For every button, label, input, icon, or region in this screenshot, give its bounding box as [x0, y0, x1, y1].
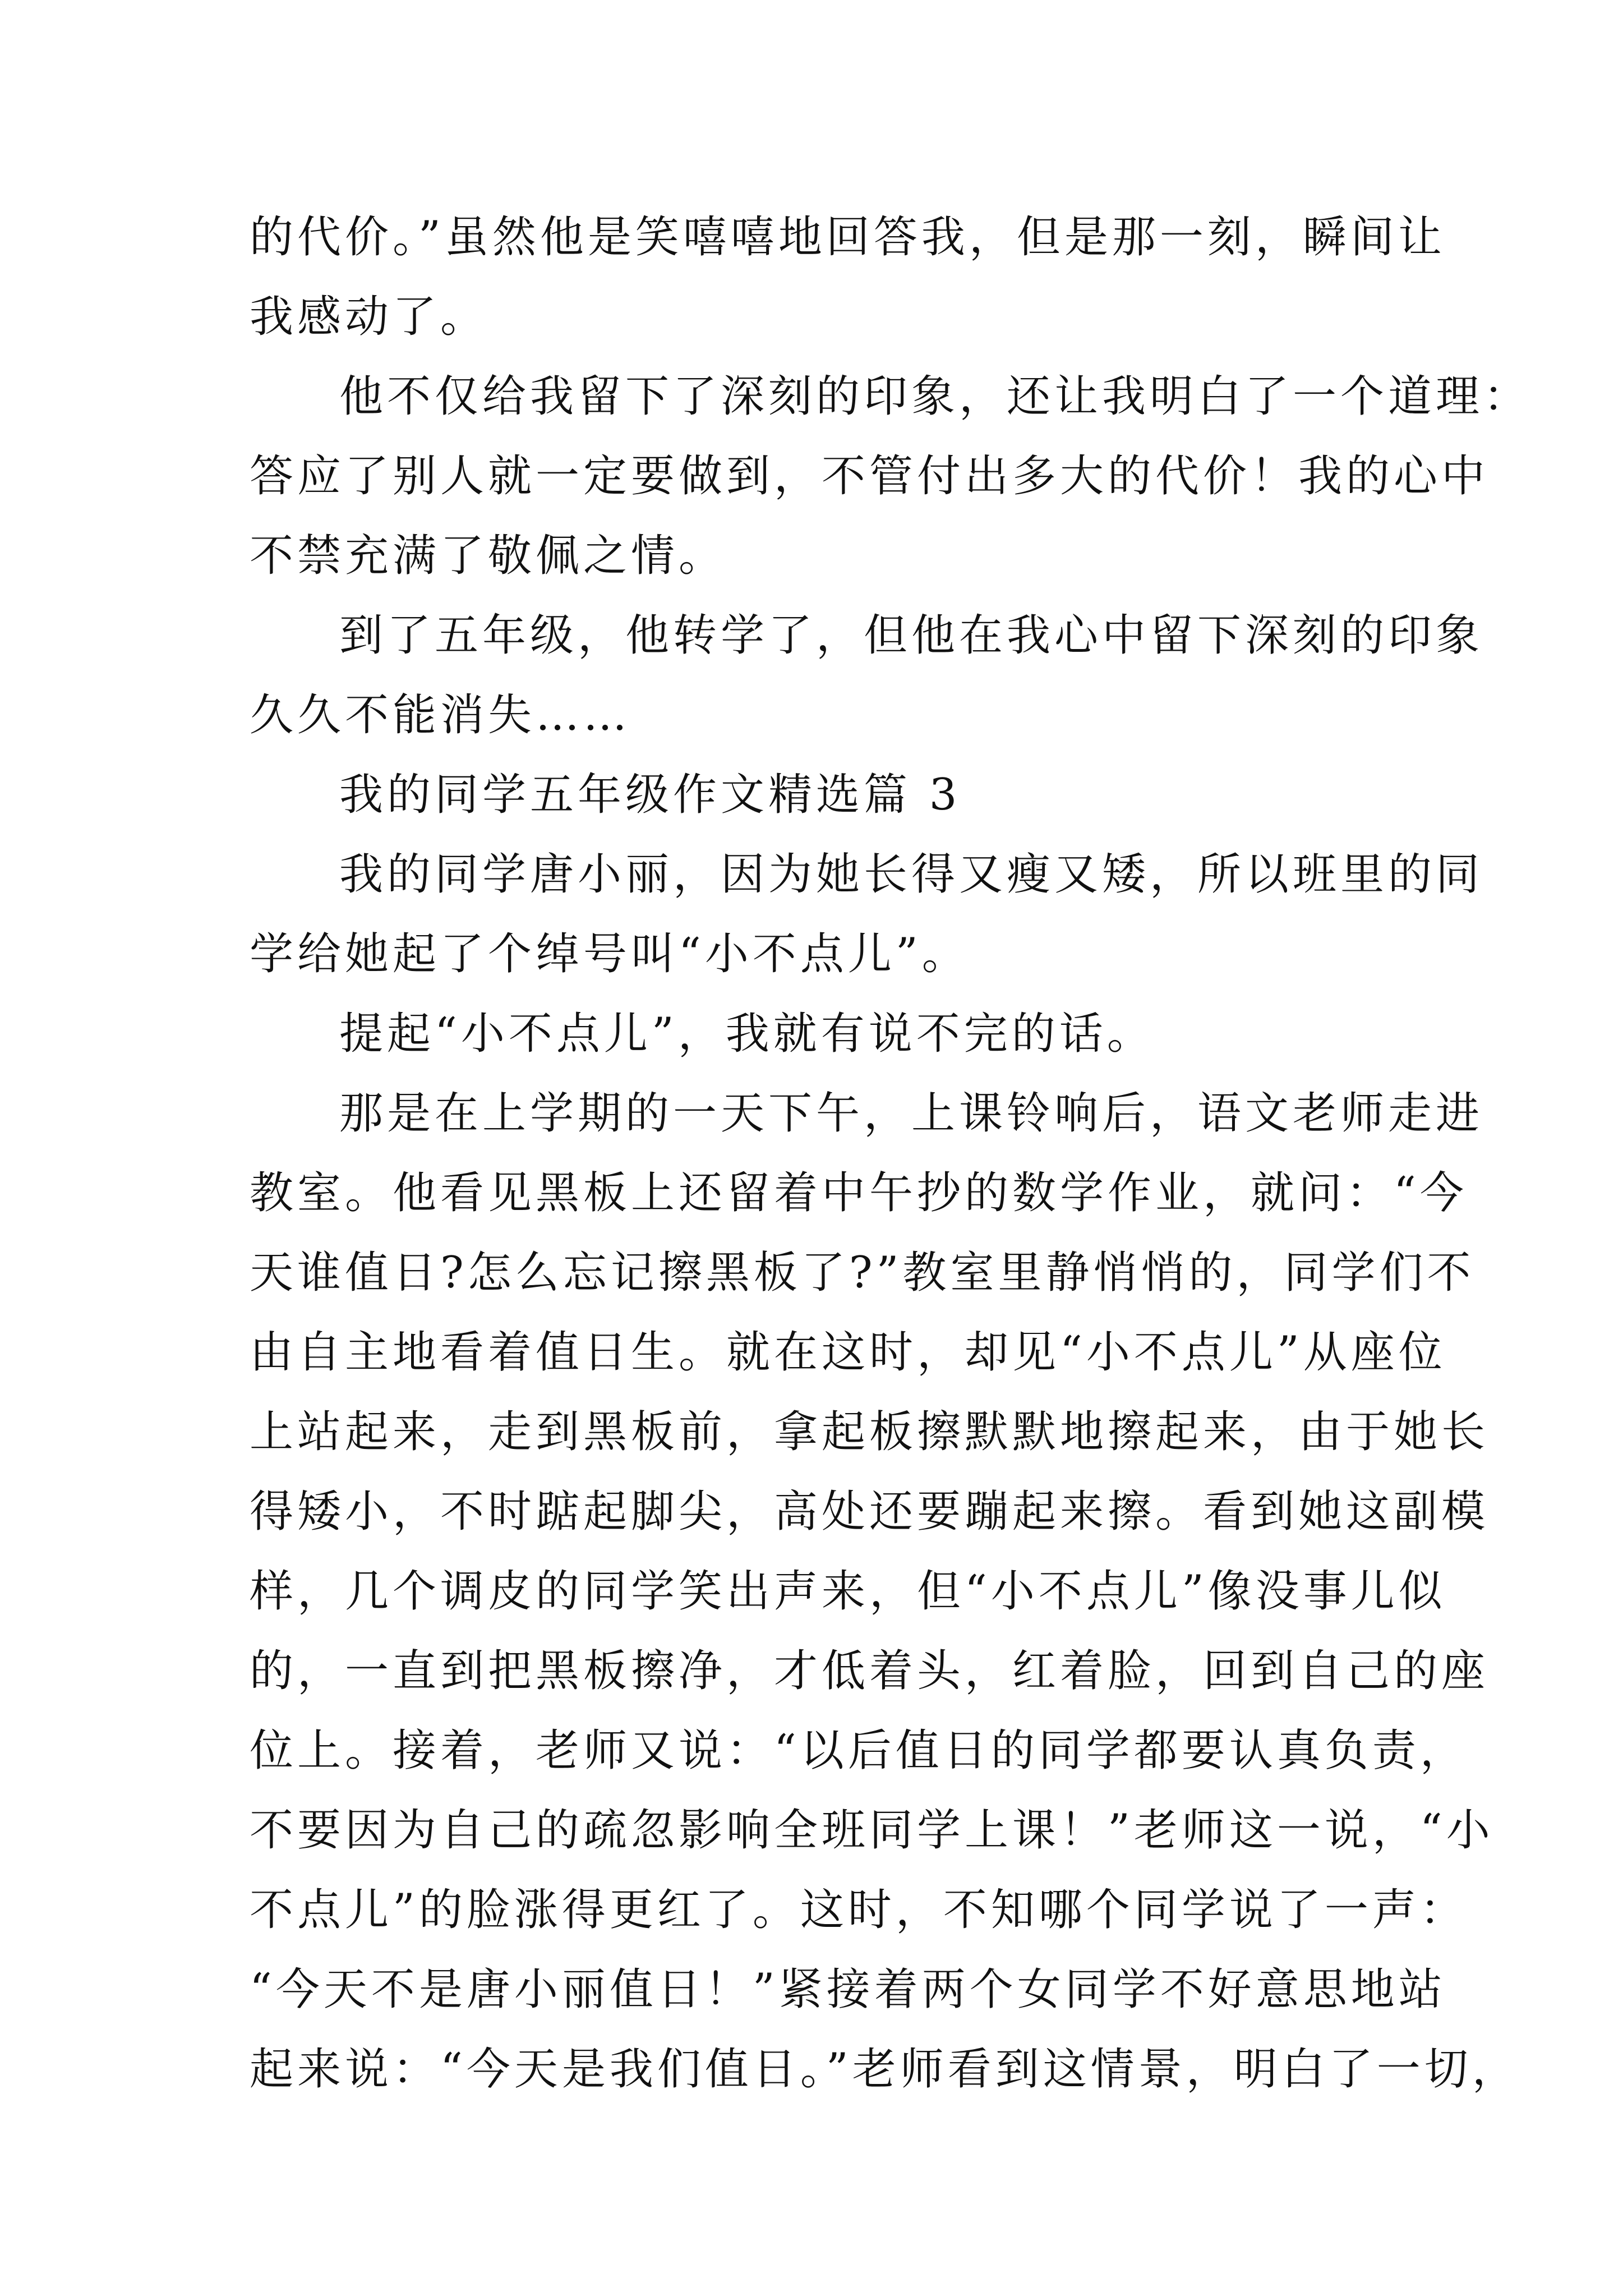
text-line: 到了五年级，他转学了，但他在我心中留下深刻的印象	[339, 610, 1484, 661]
text-line: 样，几个调皮的同学笑出声来，但“小不点儿”像没事儿似	[250, 1566, 1446, 1617]
text-line: 上站起来，走到黑板前，拿起板擦默默地擦起来，由于她长	[250, 1407, 1490, 1457]
text-line: 那是在上学期的一天下午，上课铃响后，语文老师走进	[339, 1088, 1484, 1139]
text-line: 起来说：“今天是我们值日。”老师看到这情景，明白了一切，	[250, 2044, 1520, 2095]
section-heading: 我的同学五年级作文精选篇 3	[339, 770, 961, 820]
text-line: 提起“小不点儿”，我就有说不完的话。	[339, 1009, 1155, 1059]
text-line: 不要因为自己的疏忽影响全班同学上课！”老师这一说，“小	[250, 1805, 1494, 1856]
text-line: 答应了别人就一定要做到，不管付出多大的代价！我的心中	[250, 451, 1490, 501]
text-line: “今天不是唐小丽值日！”紧接着两个女同学不好意思地站	[250, 1964, 1446, 2015]
text-line: 位上。接着，老师又说：“以后值日的同学都要认真负责，	[250, 1726, 1468, 1776]
text-line: 的代价。”虽然他是笑嘻嘻地回答我，但是那一刻，瞬间让	[250, 212, 1446, 263]
document-body	[250, 197, 1532, 2109]
text-line: 的，一直到把黑板擦净，才低着头，红着脸，回到自己的座	[250, 1646, 1490, 1696]
text-line: 不禁充满了敬佩之情。	[250, 531, 727, 581]
text-line: 得矮小，不时踮起脚尖，高处还要蹦起来擦。看到她这副模	[250, 1487, 1490, 1537]
text-line: 我的同学唐小丽，因为她长得又瘦又矮，所以班里的同	[339, 849, 1484, 900]
text-line: 不点儿”的脸涨得更红了。这时，不知哪个同学说了一声：	[250, 1885, 1468, 1935]
text-line: 学给她起了个绰号叫“小不点儿”。	[250, 929, 970, 979]
text-line: 久久不能消失……	[250, 690, 631, 740]
text-line: 我感动了。	[250, 292, 488, 342]
text-line: 他不仅给我留下了深刻的印象，还让我明白了一个道理：	[339, 371, 1532, 422]
text-line: 由自主地看着值日生。就在这时，却见“小不点儿”从座位	[250, 1327, 1446, 1378]
text-line: 教室。他看见黑板上还留着中午抄的数学作业，就问：“今	[250, 1168, 1468, 1218]
text-line: 天谁值日?怎么忘记擦黑板了?”教室里静悄悄的，同学们不	[250, 1248, 1475, 1298]
